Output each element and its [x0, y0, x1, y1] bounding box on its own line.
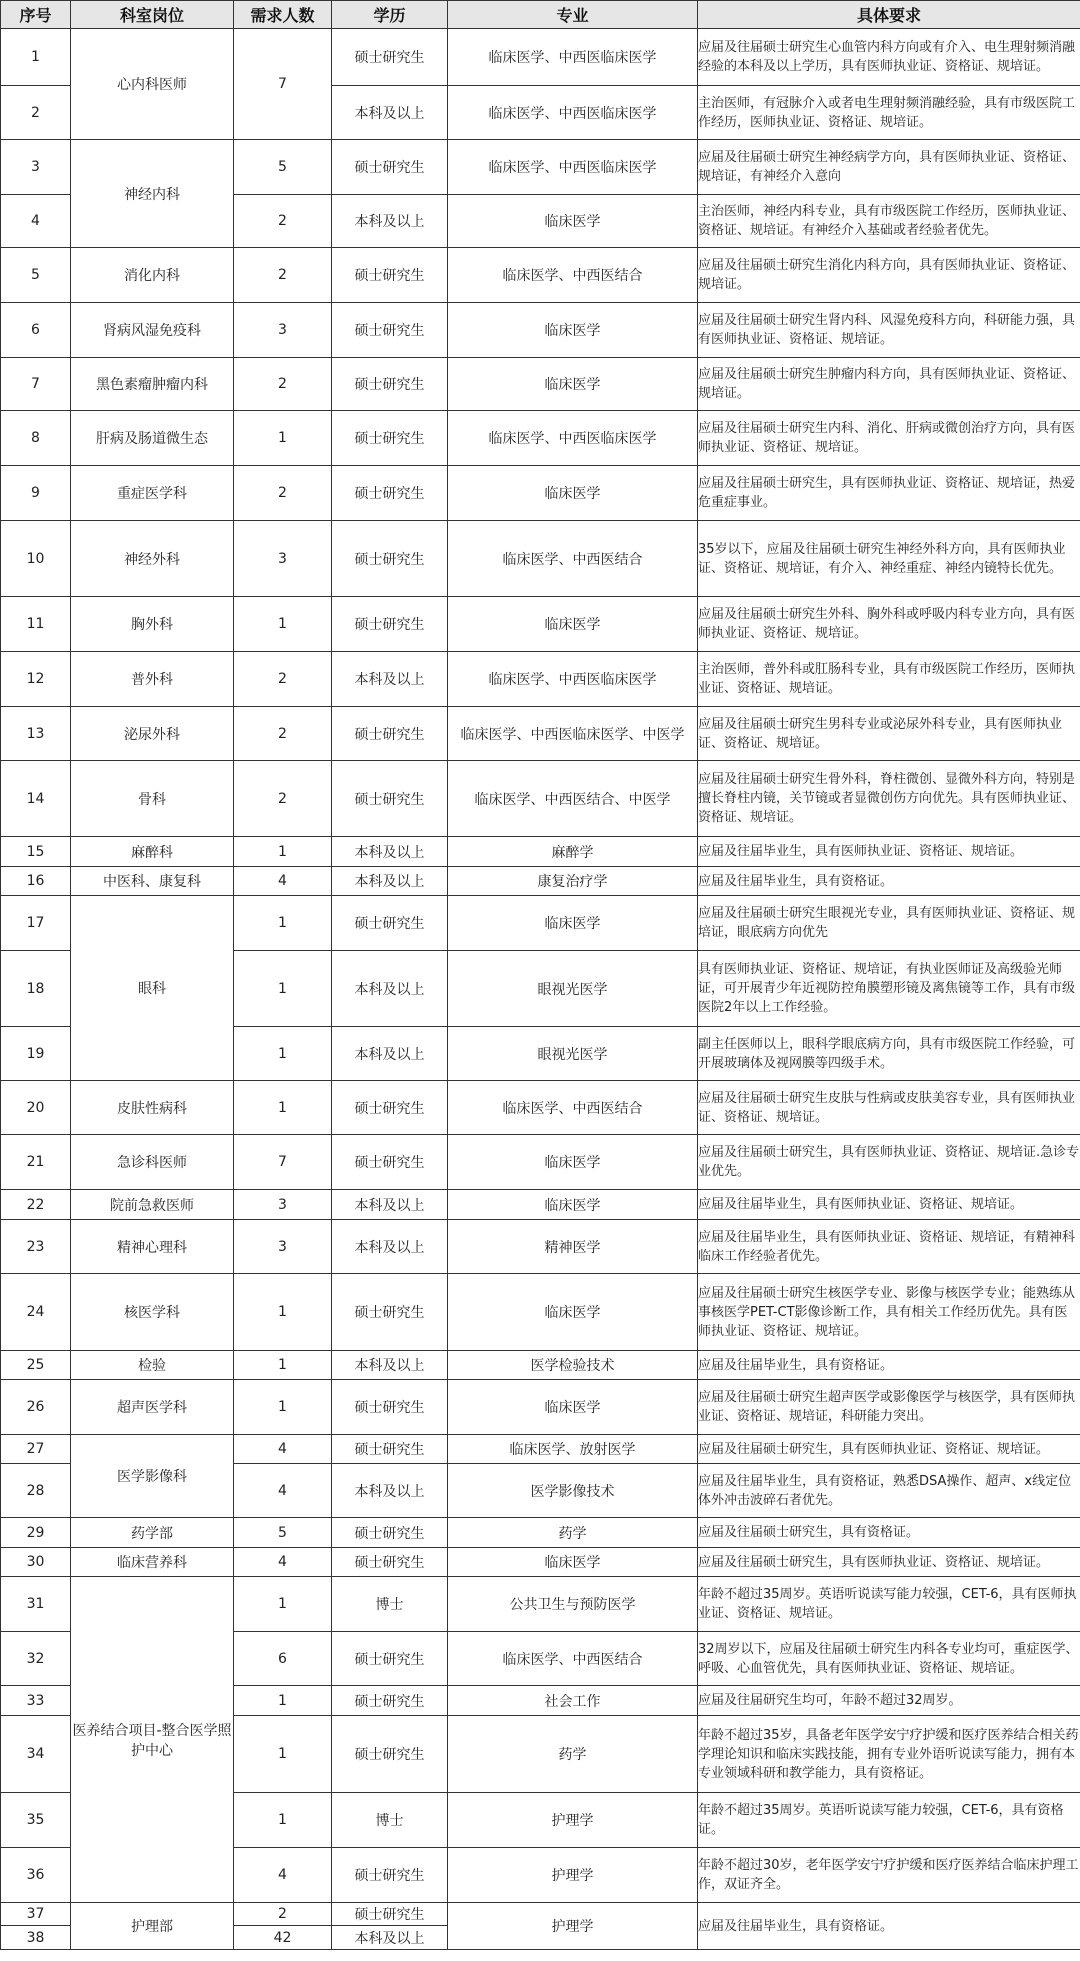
row-major: 临床医学、放射医学	[448, 1435, 698, 1464]
row-major: 眼视光医学	[448, 951, 698, 1027]
row-no: 21	[1, 1135, 71, 1190]
row-major: 临床医学、中西医结合	[448, 1632, 698, 1686]
row-edu: 本科及以上	[332, 652, 448, 707]
table-row	[1, 466, 1080, 521]
row-count: 1	[234, 1274, 332, 1351]
row-major: 护理学	[448, 1903, 698, 1950]
row-dept: 黑色素瘤肿瘤内科	[71, 358, 234, 411]
row-edu: 硕士研究生	[332, 707, 448, 761]
row-dept: 眼科	[71, 896, 234, 1081]
row-major: 麻醉学	[448, 837, 698, 867]
row-req: 应届及往届毕业生，具有资格证。	[698, 867, 1080, 896]
table-row	[1, 1190, 1080, 1220]
row-edu: 本科及以上	[332, 837, 448, 867]
row-dept: 护理部	[71, 1903, 234, 1950]
row-req: 年龄不超过30岁，老年医学安宁疗护缓和医疗医养结合临床护理工作，双证齐全。	[698, 1848, 1080, 1903]
row-major: 临床医学、中西医结合	[448, 248, 698, 303]
row-dept: 神经外科	[71, 521, 234, 597]
table-row	[1, 1081, 1080, 1135]
row-dept: 神经内科	[71, 140, 234, 248]
row-dept: 院前急救医师	[71, 1190, 234, 1220]
row-req: 应届及往届硕士研究生，具有医师执业证、资格证、规培证.急诊专业优先。	[698, 1135, 1080, 1190]
row-count: 2	[234, 652, 332, 707]
row-req: 应届及往届硕士研究生肿瘤内科方向，具有医师执业证、资格证、规培证。	[698, 358, 1080, 411]
row-major: 眼视光医学	[448, 1027, 698, 1081]
header-count: 需求人数	[234, 1, 332, 29]
table-row	[1, 1351, 1080, 1380]
row-major: 临床医学	[448, 1380, 698, 1435]
row-no: 27	[1, 1435, 71, 1464]
row-major: 临床医学、中西医临床医学、中医学	[448, 707, 698, 761]
row-req: 应届及往届毕业生，具有资格证，熟悉DSA操作、超声、x线定位体外冲击波碎石者优先。	[698, 1464, 1080, 1518]
row-dept: 重症医学科	[71, 466, 234, 521]
row-count: 1	[234, 1081, 332, 1135]
row-req: 应届及往届毕业生，具有医师执业证、资格证、规培证，有精神科临床工作经验者优先。	[698, 1220, 1080, 1274]
table-row	[1, 358, 1080, 411]
row-count: 5	[234, 1518, 332, 1548]
row-major: 临床医学	[448, 195, 698, 248]
row-major: 临床医学、中西医临床医学	[448, 140, 698, 195]
row-edu: 硕士研究生	[332, 248, 448, 303]
row-dept: 检验	[71, 1351, 234, 1380]
row-req: 应届及往届硕士研究生肾内科、风湿免疫科方向，科研能力强，具有医师执业证、资格证、规培证。	[698, 303, 1080, 358]
header-major: 专业	[448, 1, 698, 29]
row-no: 7	[1, 358, 71, 411]
row-no: 20	[1, 1081, 71, 1135]
table-row	[1, 707, 1080, 761]
row-no: 30	[1, 1548, 71, 1577]
row-no: 23	[1, 1220, 71, 1274]
row-req: 应届及往届硕士研究生神经病学方向，具有医师执业证、资格证、规培证，有神经介入意向	[698, 140, 1080, 195]
row-count: 2	[234, 248, 332, 303]
row-no: 5	[1, 248, 71, 303]
row-major: 临床医学	[448, 303, 698, 358]
row-edu: 本科及以上	[332, 1464, 448, 1518]
row-no: 2	[1, 86, 71, 140]
row-count: 5	[234, 140, 332, 195]
row-no: 37	[1, 1903, 71, 1926]
row-no: 29	[1, 1518, 71, 1548]
row-no: 24	[1, 1274, 71, 1351]
row-req: 应届及往届毕业生，具有资格证。	[698, 1903, 1080, 1950]
row-edu: 博士	[332, 1793, 448, 1848]
row-major: 临床医学、中西医临床医学	[448, 29, 698, 86]
row-edu: 硕士研究生	[332, 896, 448, 951]
row-dept: 超声医学科	[71, 1380, 234, 1435]
row-count: 1	[234, 1793, 332, 1848]
row-req: 应届及往届硕士研究生骨外科，脊柱微创、显微外科方向，特别是擅长脊柱内镜，关节镜或者显微创伤方向优先。具有医师执业证、资格证、规培证。	[698, 761, 1080, 837]
row-count: 2	[234, 466, 332, 521]
row-dept: 皮肤性病科	[71, 1081, 234, 1135]
row-edu: 硕士研究生	[332, 1380, 448, 1435]
row-req: 应届及往届硕士研究生外科、胸外科或呼吸内科专业方向，具有医师执业证、资格证、规培证。	[698, 597, 1080, 652]
row-edu: 硕士研究生	[332, 411, 448, 466]
table-row	[1, 652, 1080, 707]
row-dept: 泌尿外科	[71, 707, 234, 761]
row-count: 1	[234, 1577, 332, 1632]
row-edu: 本科及以上	[332, 1351, 448, 1380]
row-no: 13	[1, 707, 71, 761]
row-edu: 本科及以上	[332, 1220, 448, 1274]
row-no: 16	[1, 867, 71, 896]
row-count: 3	[234, 521, 332, 597]
row-dept: 医学影像科	[71, 1435, 234, 1518]
row-edu: 硕士研究生	[332, 597, 448, 652]
row-edu: 硕士研究生	[332, 140, 448, 195]
row-major: 临床医学	[448, 1135, 698, 1190]
row-no: 35	[1, 1793, 71, 1848]
header-edu: 学历	[332, 1, 448, 29]
row-dept: 普外科	[71, 652, 234, 707]
row-major: 临床医学	[448, 597, 698, 652]
row-req: 副主任医师以上，眼科学眼底病方向，具有市级医院工作经验，可开展玻璃体及视网膜等四级手术。	[698, 1027, 1080, 1081]
row-no: 32	[1, 1632, 71, 1686]
row-no: 6	[1, 303, 71, 358]
row-dept: 消化内科	[71, 248, 234, 303]
row-dept: 肾病风湿免疫科	[71, 303, 234, 358]
row-req: 年龄不超过35周岁。英语听说读写能力较强，CET-6，具有资格证。	[698, 1793, 1080, 1848]
row-no: 10	[1, 521, 71, 597]
row-dept: 肝病及肠道微生态	[71, 411, 234, 466]
table-row	[1, 1380, 1080, 1435]
row-major: 临床医学	[448, 466, 698, 521]
row-count: 1	[234, 896, 332, 951]
row-major: 医学影像技术	[448, 1464, 698, 1518]
row-count: 4	[234, 1464, 332, 1518]
row-count: 4	[234, 1548, 332, 1577]
row-no: 34	[1, 1716, 71, 1793]
row-req: 主治医师，普外科或肛肠科专业，具有市级医院工作经历，医师执业证、资格证、规培证。	[698, 652, 1080, 707]
row-count: 3	[234, 303, 332, 358]
row-dept: 精神心理科	[71, 1220, 234, 1274]
row-edu: 本科及以上	[332, 195, 448, 248]
row-edu: 硕士研究生	[332, 1848, 448, 1903]
row-edu: 硕士研究生	[332, 1518, 448, 1548]
row-count: 2	[234, 195, 332, 248]
row-req: 应届及往届硕士研究生皮肤与性病或皮肤美容专业，具有医师执业证、资格证、规培证。	[698, 1081, 1080, 1135]
row-count: 1	[234, 1380, 332, 1435]
table-row	[1, 1903, 1080, 1926]
row-major: 护理学	[448, 1848, 698, 1903]
row-req: 年龄不超过35周岁。英语听说读写能力较强，CET-6，具有医师执业证、资格证、规培证。	[698, 1577, 1080, 1632]
row-req: 应届及往届硕士研究生，具有医师执业证、资格证、规培证，热爱危重症事业。	[698, 466, 1080, 521]
table-row	[1, 29, 1080, 86]
row-edu: 博士	[332, 1577, 448, 1632]
row-edu: 硕士研究生	[332, 521, 448, 597]
row-no: 17	[1, 896, 71, 951]
row-dept: 核医学科	[71, 1274, 234, 1351]
row-major: 药学	[448, 1518, 698, 1548]
table-row	[1, 140, 1080, 195]
row-count: 2	[234, 761, 332, 837]
row-edu: 硕士研究生	[332, 1548, 448, 1577]
row-req: 应届及往届硕士研究生超声医学或影像医学与核医学，具有医师执业证、资格证、规培证，科研能力突出。	[698, 1380, 1080, 1435]
row-req: 年龄不超过35岁，具备老年医学安宁疗护缓和医疗医养结合相关药学理论知识和临床实践技能，拥有专业外语听说读写能力，拥有本专业领域科研和教学能力，具有资格证。	[698, 1716, 1080, 1793]
row-edu: 硕士研究生	[332, 1274, 448, 1351]
header-no: 序号	[1, 1, 71, 29]
row-edu: 硕士研究生	[332, 29, 448, 86]
row-major: 精神医学	[448, 1220, 698, 1274]
row-count: 2	[234, 1903, 332, 1926]
row-major: 临床医学、中西医结合	[448, 521, 698, 597]
row-no: 33	[1, 1686, 71, 1716]
row-count: 1	[234, 951, 332, 1027]
row-edu: 本科及以上	[332, 86, 448, 140]
row-req: 应届及往届研究生均可，年龄不超过32周岁。	[698, 1686, 1080, 1716]
row-count: 1	[234, 837, 332, 867]
table-row	[1, 896, 1080, 951]
row-count: 7	[234, 29, 332, 140]
row-major: 临床医学、中西医临床医学	[448, 411, 698, 466]
row-edu: 硕士研究生	[332, 1903, 448, 1926]
table-row	[1, 597, 1080, 652]
row-no: 26	[1, 1380, 71, 1435]
table-row	[1, 1135, 1080, 1190]
row-edu: 硕士研究生	[332, 1632, 448, 1686]
row-no: 38	[1, 1926, 71, 1950]
row-no: 9	[1, 466, 71, 521]
row-req: 主治医师，神经内科专业，具有市级医院工作经历，医师执业证、资格证、规培证。有神经介入基础或者经验者优先。	[698, 195, 1080, 248]
row-count: 1	[234, 1351, 332, 1380]
row-req: 应届及往届硕士研究生，具有医师执业证、资格证、规培证。	[698, 1548, 1080, 1577]
row-count: 1	[234, 1686, 332, 1716]
row-edu: 硕士研究生	[332, 1081, 448, 1135]
row-major: 护理学	[448, 1793, 698, 1848]
row-count: 6	[234, 1632, 332, 1686]
row-edu: 本科及以上	[332, 867, 448, 896]
row-edu: 硕士研究生	[332, 1135, 448, 1190]
table-row	[1, 1518, 1080, 1548]
row-edu: 硕士研究生	[332, 1435, 448, 1464]
row-major: 临床医学	[448, 1548, 698, 1577]
row-edu: 本科及以上	[332, 1926, 448, 1950]
header-dept: 科室岗位	[71, 1, 234, 29]
row-no: 36	[1, 1848, 71, 1903]
row-edu: 本科及以上	[332, 1027, 448, 1081]
row-no: 22	[1, 1190, 71, 1220]
row-major: 康复治疗学	[448, 867, 698, 896]
row-count: 1	[234, 1716, 332, 1793]
row-dept: 骨科	[71, 761, 234, 837]
row-count: 4	[234, 1435, 332, 1464]
row-no: 3	[1, 140, 71, 195]
table-row	[1, 1435, 1080, 1464]
table-row	[1, 1220, 1080, 1274]
row-count: 3	[234, 1220, 332, 1274]
row-major: 临床医学	[448, 1190, 698, 1220]
row-req: 应届及往届硕士研究生男科专业或泌尿外科专业，具有医师执业证、资格证、规培证。	[698, 707, 1080, 761]
table-row	[1, 1274, 1080, 1351]
row-req: 主治医师，有冠脉介入或者电生理射频消融经验，具有市级医院工作经历，医师执业证、资格证、规培证。	[698, 86, 1080, 140]
row-dept: 麻醉科	[71, 837, 234, 867]
row-count: 2	[234, 358, 332, 411]
row-major: 公共卫生与预防医学	[448, 1577, 698, 1632]
row-no: 28	[1, 1464, 71, 1518]
row-dept: 中医科、康复科	[71, 867, 234, 896]
row-no: 14	[1, 761, 71, 837]
table-row	[1, 837, 1080, 867]
table-row	[1, 521, 1080, 597]
row-req: 应届及往届硕士研究生内科、消化、肝病或微创治疗方向，具有医师执业证、资格证、规培证。	[698, 411, 1080, 466]
row-edu: 硕士研究生	[332, 1716, 448, 1793]
row-dept: 急诊科医师	[71, 1135, 234, 1190]
row-count: 7	[234, 1135, 332, 1190]
row-count: 1	[234, 411, 332, 466]
row-edu: 硕士研究生	[332, 1686, 448, 1716]
row-edu: 硕士研究生	[332, 303, 448, 358]
row-req: 应届及往届毕业生，具有医师执业证、资格证、规培证。	[698, 837, 1080, 867]
row-req: 应届及往届硕士研究生心血管内科方向或有介入、电生理射频消融经验的本科及以上学历，具有医师执业证、资格证、规培证。	[698, 29, 1080, 86]
row-req: 应届及往届硕士研究生眼视光专业，具有医师执业证、资格证、规培证，眼底病方向优先	[698, 896, 1080, 951]
table-row	[1, 411, 1080, 466]
row-edu: 硕士研究生	[332, 761, 448, 837]
row-edu: 本科及以上	[332, 1190, 448, 1220]
row-dept: 医养结合项目-整合医学照护中心	[71, 1577, 234, 1903]
row-edu: 本科及以上	[332, 951, 448, 1027]
row-req: 应届及往届毕业生，具有资格证。	[698, 1351, 1080, 1380]
row-no: 25	[1, 1351, 71, 1380]
row-dept: 药学部	[71, 1518, 234, 1548]
row-major: 临床医学、中西医临床医学	[448, 652, 698, 707]
row-no: 11	[1, 597, 71, 652]
row-count: 1	[234, 1027, 332, 1081]
row-req: 应届及往届硕士研究生核医学专业、影像与核医学专业；能熟练从事核医学PET-CT影像诊断工作，具有相关工作经历优先。具有医师执业证、资格证、规培证。	[698, 1274, 1080, 1351]
row-major: 临床医学、中西医结合	[448, 1081, 698, 1135]
row-no: 8	[1, 411, 71, 466]
row-major: 临床医学	[448, 1274, 698, 1351]
row-req: 应届及往届硕士研究生，具有资格证。	[698, 1518, 1080, 1548]
row-no: 19	[1, 1027, 71, 1081]
header-req: 具体要求	[698, 1, 1080, 29]
row-count: 2	[234, 707, 332, 761]
row-req: 应届及往届毕业生，具有医师执业证、资格证、规培证。	[698, 1190, 1080, 1220]
table-row	[1, 867, 1080, 896]
row-count: 1	[234, 597, 332, 652]
row-no: 4	[1, 195, 71, 248]
row-major: 临床医学、中西医临床医学	[448, 86, 698, 140]
row-count: 4	[234, 1848, 332, 1903]
row-count: 4	[234, 867, 332, 896]
row-edu: 硕士研究生	[332, 466, 448, 521]
row-dept: 心内科医师	[71, 29, 234, 140]
row-req: 具有医师执业证、资格证、规培证，有执业医师证及高级验光师证，可开展青少年近视防控角膜塑形镜及离焦镜等工作，具有市级医院2年以上工作经验。	[698, 951, 1080, 1027]
row-no: 31	[1, 1577, 71, 1632]
row-major: 医学检验技术	[448, 1351, 698, 1380]
row-dept: 胸外科	[71, 597, 234, 652]
row-req: 应届及往届硕士研究生，具有医师执业证、资格证、规培证。	[698, 1435, 1080, 1464]
row-dept: 临床营养科	[71, 1548, 234, 1577]
row-major: 药学	[448, 1716, 698, 1793]
row-no: 15	[1, 837, 71, 867]
table-row	[1, 761, 1080, 837]
row-major: 临床医学	[448, 358, 698, 411]
row-req: 应届及往届硕士研究生消化内科方向，具有医师执业证、资格证、规培证。	[698, 248, 1080, 303]
row-count: 42	[234, 1926, 332, 1950]
row-req: 32周岁以下，应届及往届硕士研究生内科各专业均可，重症医学、呼吸、心血管优先，具有医师执业证、资格证、规培证。	[698, 1632, 1080, 1686]
table-row	[1, 1548, 1080, 1577]
row-major: 临床医学、中西医结合、中医学	[448, 761, 698, 837]
table-row	[1, 1577, 1080, 1632]
table-row	[1, 303, 1080, 358]
row-no: 18	[1, 951, 71, 1027]
row-major: 临床医学	[448, 896, 698, 951]
table-row	[1, 248, 1080, 303]
header-row	[1, 1, 1080, 29]
row-no: 12	[1, 652, 71, 707]
row-no: 1	[1, 29, 71, 86]
row-count: 3	[234, 1190, 332, 1220]
row-edu: 硕士研究生	[332, 358, 448, 411]
row-major: 社会工作	[448, 1686, 698, 1716]
row-req: 35岁以下，应届及往届硕士研究生神经外科方向，具有医师执业证、资格证、规培证，有介入、神经重症、神经内镜特长优先。	[698, 521, 1080, 597]
